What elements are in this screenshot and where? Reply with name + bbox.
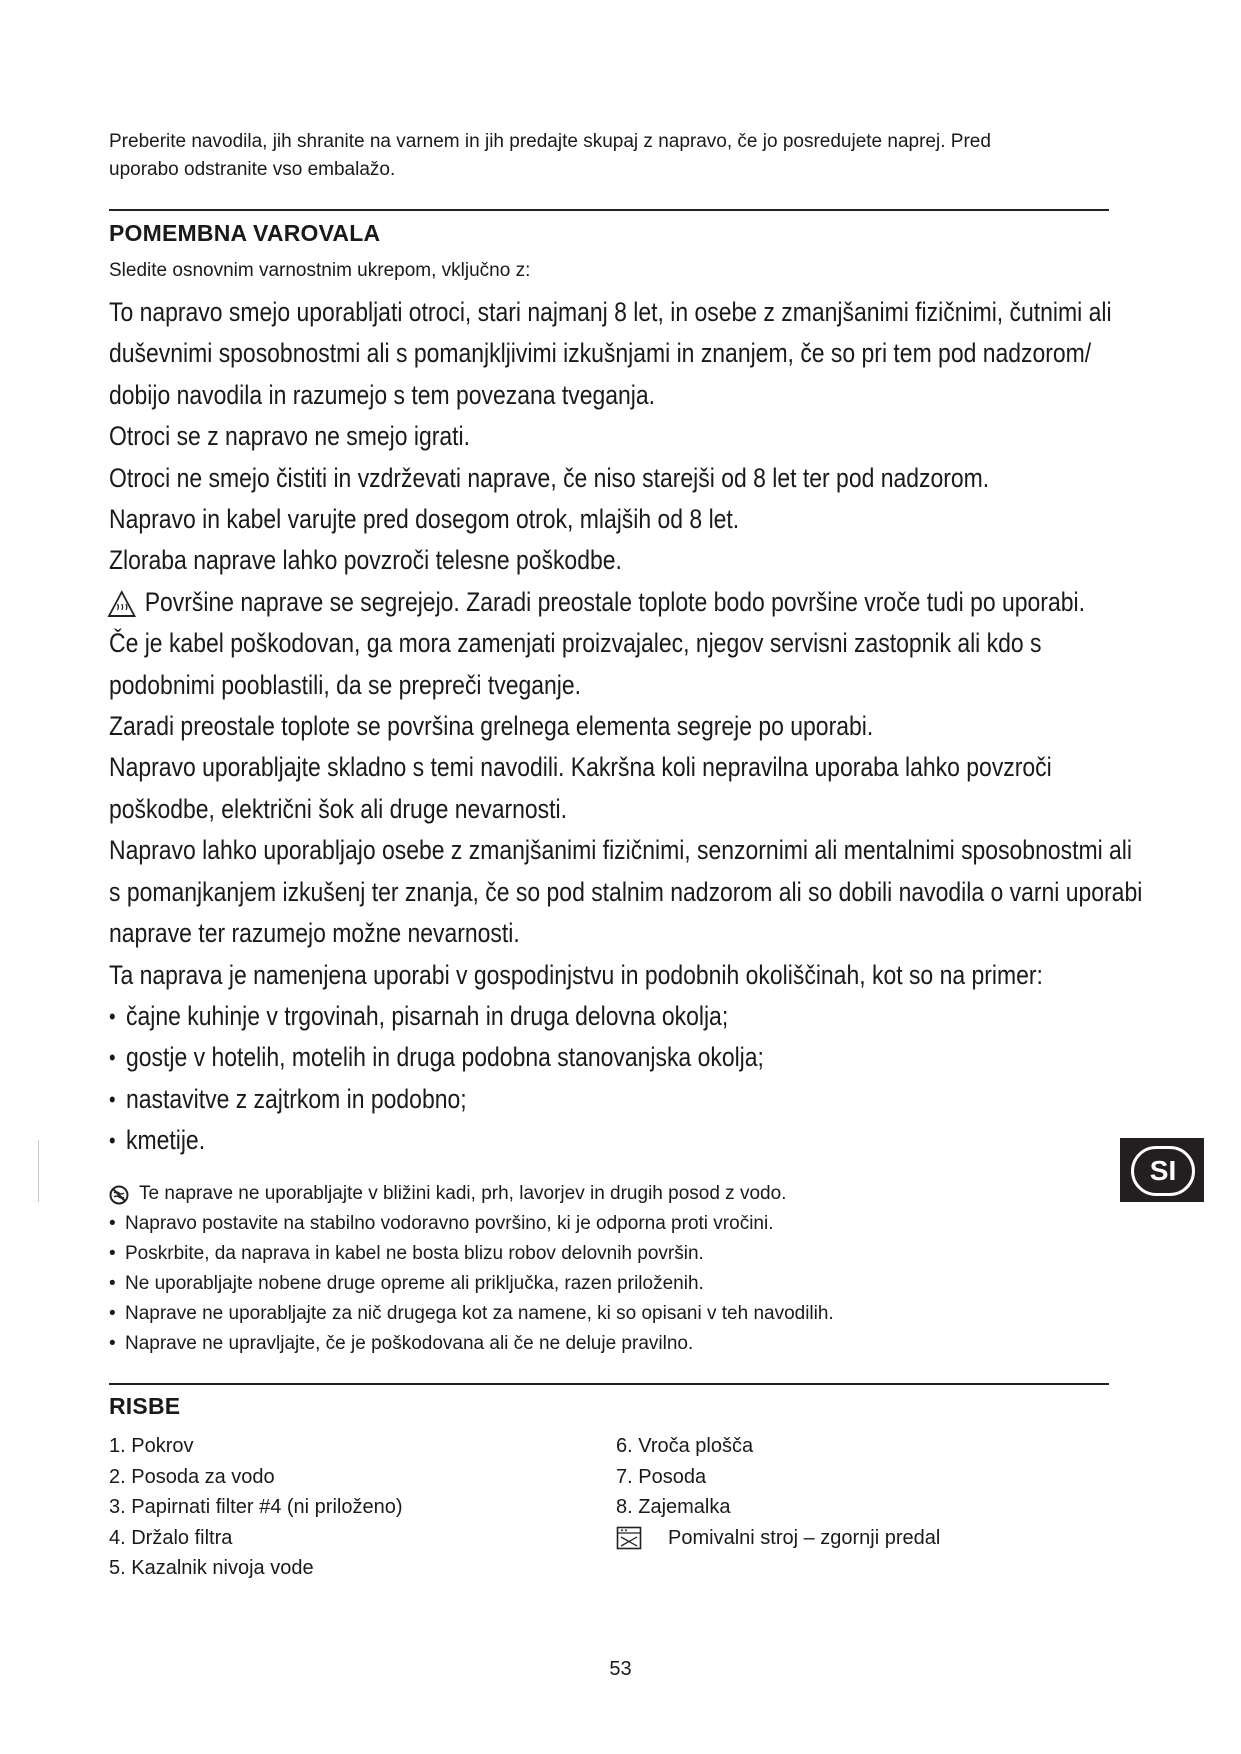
intro-line-1: Preberite navodila, jih shranite na varnem in jih predajte skupaj z napravo, če jo posredujete naprej. Pred: [109, 131, 991, 152]
dishwasher-text: Pomivalni stroj – zgornji predal: [668, 1526, 941, 1549]
safety-line: Zloraba naprave lahko povzroči telesne poškodbe.: [109, 545, 622, 576]
safety-line: naprave ter razumejo možne nevarnosti.: [109, 918, 520, 949]
list-item: 4. Držalo filtra: [109, 1526, 233, 1549]
dishwasher-icon: [616, 1526, 642, 1550]
warning-triangle-icon: [107, 590, 136, 618]
drawings-list-right: [616, 1431, 940, 1553]
list-item: • Naprave ne uporabljajte za nič drugega kot za namene, ki so opisani v teh navodilih.: [109, 1299, 1109, 1329]
list-item: • Naprave ne upravljajte, če je poškodovana ali če ne deluje pravilno.: [109, 1329, 1109, 1359]
drawings-list-left: [109, 1431, 402, 1584]
safety-line: Otroci ne smejo čistiti in vzdrževati naprave, če niso starejši od 8 let ter pod nadzorom.: [109, 462, 990, 493]
safety-line: s pomanjkanjem izkušenj ter znanja, če so pod stalnim nadzorom ali so dobili navodila o varni uporabi: [109, 876, 1143, 907]
no-water-warning: [109, 1179, 1109, 1209]
safety-line: To napravo smejo uporabljati otroci, stari najmanj 8 let, in osebe z zmanjšanimi fizičnimi, čutnimi ali: [109, 297, 1112, 327]
list-item: 3. Papirnati filter #4 (ni priloženo): [109, 1496, 403, 1518]
list-item: • nastavitve z zajtrkom in podobno;: [109, 1079, 1129, 1120]
list-item: 8. Zajemalka: [616, 1496, 731, 1518]
list-item: • gostje v hotelih, motelih in druga podobna stanovanjska okolja;: [109, 1037, 1129, 1078]
safety-heading: POMEMBNA VAROVALA: [109, 220, 381, 246]
safety-line: Otroci se z napravo ne smejo igrati.: [109, 421, 470, 452]
language-code: SI: [1131, 1146, 1195, 1196]
list-item: 2. Posoda za vodo: [109, 1465, 275, 1488]
list-item: • Napravo postavite na stabilno vodoravno površino, ki je odporna proti vročini.: [109, 1209, 1109, 1239]
no-water-text: Te naprave ne uporabljajte v bližini kadi, prh, lavorjev in drugih posod z vodo.: [139, 1183, 787, 1204]
list-item: 7. Posoda: [616, 1465, 707, 1488]
safety-line: Če je kabel poškodovan, ga mora zamenjati proizvajalec, njegov servisni zastopnik ali kdo s: [109, 628, 1042, 659]
safety-line: Ta naprava je namenjena uporabi v gospodinjstvu in podobnih okoliščinah, kot so na primer:: [109, 959, 1043, 990]
intro-text: [109, 128, 1109, 184]
list-item: 6. Vroča plošča: [616, 1435, 754, 1457]
page-number: 53: [609, 1658, 632, 1680]
list-item: • čajne kuhinje v trgovinah, pisarnah in druga delovna okolja;: [109, 996, 1129, 1037]
list-item: • Ne uporabljajte nobene druge opreme ali priključka, razen priloženih.: [109, 1269, 1109, 1299]
dishwasher-note: [616, 1523, 940, 1554]
safety-body: [109, 292, 1143, 1162]
safety-line: Zaradi preostale toplote se površina grelnega elementa segreje po uporabi.: [109, 711, 874, 742]
safety-line: Napravo lahko uporabljajo osebe z zmanjšanimi fizičnimi, senzornimi ali mentalnimi sposobnostmi ali: [109, 835, 1133, 866]
safety-line: duševnimi sposobnostmi ali s pomanjkljivimi izkušnjami in znanjem, če so pri tem pod nadzorom/: [109, 338, 1092, 369]
hot-surface-text: Površine naprave se segrejejo. Zaradi preostale toplote bodo površine vroče tudi po uporabi.: [144, 586, 1085, 617]
intro-line-2: uporabo odstranite vso embalažo.: [109, 159, 396, 180]
safety-line: podobnimi pooblastili, da se prepreči tveganje.: [109, 669, 582, 700]
safety-subtitle: Sledite osnovnim varnostnim ukrepom, vključno z:: [109, 260, 531, 281]
divider-drawings: [109, 1383, 1109, 1385]
hot-surface-warning: [109, 582, 1129, 623]
list-item: • Poskrbite, da naprava in kabel ne bosta blizu robov delovnih površin.: [109, 1239, 1109, 1269]
safety-line: Napravo uporabljajte skladno s temi navodili. Kakršna koli nepravilna uporaba lahko povzroči: [109, 752, 1052, 783]
safety-line: poškodbe, električni šok ali druge nevarnosti.: [109, 793, 567, 824]
list-item: • kmetije.: [109, 1120, 1129, 1161]
margin-line: [38, 1140, 39, 1202]
safety-line: dobijo navodila in razumejo s tem povezana tveganja.: [109, 379, 656, 410]
drawings-heading: RISBE: [109, 1393, 181, 1419]
safety-line: Napravo in kabel varujte pred dosegom otrok, mlajših od 8 let.: [109, 504, 740, 535]
list-item: 5. Kazalnik nivoja vode: [109, 1557, 314, 1579]
divider-top: [109, 209, 1109, 211]
no-water-icon: [109, 1185, 129, 1205]
language-badge: [1120, 1138, 1204, 1202]
list-item: 1. Pokrov: [109, 1435, 194, 1457]
safety-small-list: [109, 1179, 1109, 1359]
